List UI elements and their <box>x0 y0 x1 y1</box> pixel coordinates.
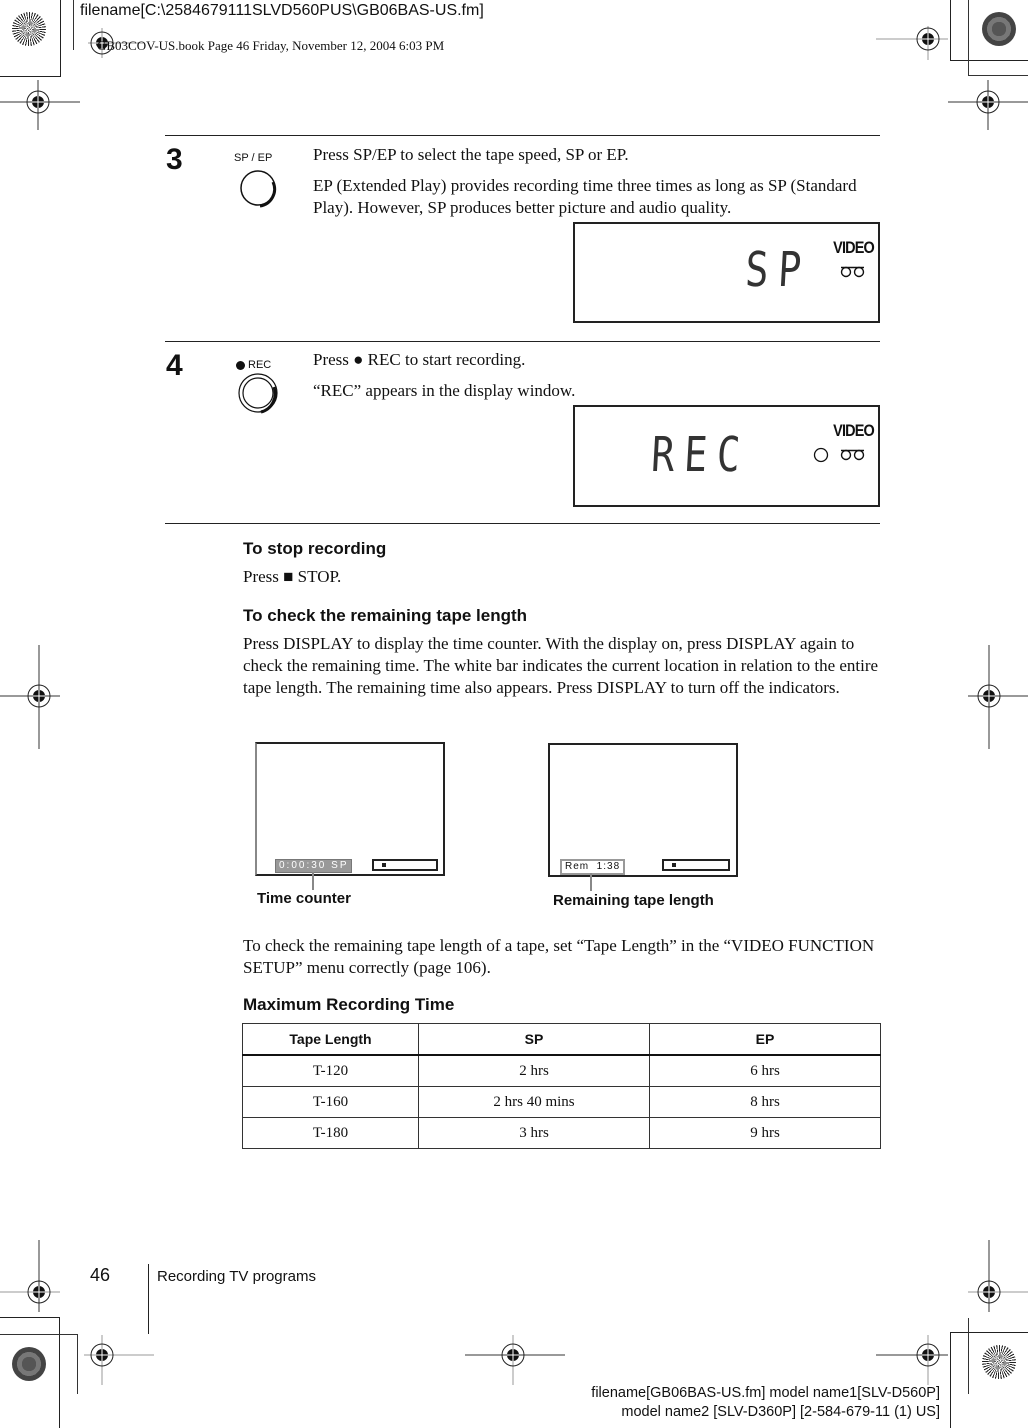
table-row <box>243 1087 881 1118</box>
table-header-row <box>243 1024 881 1056</box>
step-text: “REC” appears in the display window. <box>313 381 576 400</box>
button-label: SP / EP <box>234 152 273 164</box>
table-cell: 2 hrs <box>419 1055 650 1087</box>
table-row <box>243 1055 881 1087</box>
max-recording-time-table <box>242 1023 881 1149</box>
tape-icon <box>839 266 867 278</box>
callout-line <box>590 873 592 891</box>
registration-mark-icon <box>465 1335 565 1385</box>
time-counter-readout: 0:00:30 SP <box>275 859 352 873</box>
footer-divider <box>148 1264 149 1334</box>
step-text: EP (Extended Play) provides recording time three times as long as SP (Standard Play). However, SP produces better picture and audio quality. <box>313 176 857 217</box>
front-panel-display <box>573 405 880 507</box>
registration-mark-icon <box>968 1240 1028 1312</box>
divider <box>165 523 880 524</box>
section-heading: To check the remaining tape length <box>243 606 528 625</box>
registration-mark-icon <box>876 26 948 60</box>
record-indicator-icon <box>813 447 829 463</box>
column-header: EP <box>650 1024 881 1056</box>
table-cell: 2 hrs 40 mins <box>419 1087 650 1118</box>
registration-mark-icon <box>0 1240 60 1312</box>
screen-caption: Time counter <box>257 890 351 907</box>
video-badge: VIDEO <box>833 421 874 440</box>
note-text: To check the remaining tape length of a tape, set “Tape Length” in the “VIDEO FUNCTION SETUP” menu correctly (page 106). <box>243 936 875 977</box>
footer-line-2: model name2 [SLV-D360P] [2-584-679-11 (1) US] <box>621 1404 940 1420</box>
color-rosette-icon <box>982 12 1016 46</box>
button-label: REC <box>248 359 272 371</box>
page-number: 46 <box>90 1265 111 1285</box>
step-number: 3 <box>166 143 183 176</box>
registration-mark-icon <box>0 645 60 749</box>
step-text: Press ● REC to start recording. <box>313 350 526 369</box>
video-badge: VIDEO <box>833 238 874 257</box>
color-rosette-icon <box>982 1345 1016 1379</box>
table-title: Maximum Recording Time <box>243 995 455 1014</box>
table-cell: 8 hrs <box>650 1087 881 1118</box>
registration-mark-icon <box>0 80 80 130</box>
section-heading: To stop recording <box>243 539 387 558</box>
color-rosette-icon <box>12 12 46 46</box>
section-text: Press ■ STOP. <box>243 567 342 586</box>
display-segments: SP <box>743 242 813 298</box>
crop-mark <box>950 1332 1028 1428</box>
tape-icon <box>839 449 867 461</box>
registration-mark-icon <box>876 1335 948 1385</box>
front-panel-display <box>573 222 880 323</box>
rec-button-icon <box>237 372 281 416</box>
table-cell: T-180 <box>243 1118 419 1149</box>
registration-mark-icon <box>968 645 1028 749</box>
tape-position-bar <box>662 859 730 871</box>
table-cell: 3 hrs <box>419 1118 650 1149</box>
section-name: Recording TV programs <box>157 1268 316 1285</box>
registration-mark-icon <box>84 1335 154 1385</box>
header-book-info: GB03COV-US.book Page 46 Friday, November 12, 2004 6:03 PM <box>97 38 445 53</box>
color-rosette-icon <box>12 1347 46 1381</box>
footer-line-1: filename[GB06BAS-US.fm] model name1[SLV-D560P] <box>591 1385 940 1401</box>
record-dot-icon <box>236 361 245 370</box>
table-cell: 9 hrs <box>650 1118 881 1149</box>
column-header: SP <box>419 1024 650 1056</box>
section-text: Press DISPLAY to display the time counter. With the display on, press DISPLAY again to check the remaining time. The white bar indicates the current location in relation to the entire tape length. The remaining time also appears. Press DISPLAY to turn off the indicators. <box>243 634 879 697</box>
remaining-time-readout: Rem 1:38 <box>560 859 625 875</box>
divider <box>165 135 880 136</box>
screen-caption: Remaining tape length <box>553 892 714 909</box>
divider <box>165 341 880 342</box>
table-cell: T-160 <box>243 1087 419 1118</box>
step-number: 4 <box>166 349 183 382</box>
callout-line <box>312 872 314 890</box>
table-cell: 6 hrs <box>650 1055 881 1087</box>
header-filename: filename[C:\2584679111SLVD560PUS\GB06BAS-US.fm] <box>80 2 484 19</box>
step-text: Press SP/EP to select the tape speed, SP or EP. <box>313 145 629 164</box>
table-row <box>243 1118 881 1149</box>
tv-screen-remaining <box>548 743 738 877</box>
sp-ep-button-icon <box>238 168 280 210</box>
tape-position-bar <box>372 859 438 871</box>
display-segments: REC <box>649 427 752 483</box>
tv-screen-time-counter <box>255 742 445 876</box>
column-header: Tape Length <box>243 1024 419 1056</box>
registration-mark-icon <box>948 80 1028 130</box>
table-cell: T-120 <box>243 1055 419 1087</box>
